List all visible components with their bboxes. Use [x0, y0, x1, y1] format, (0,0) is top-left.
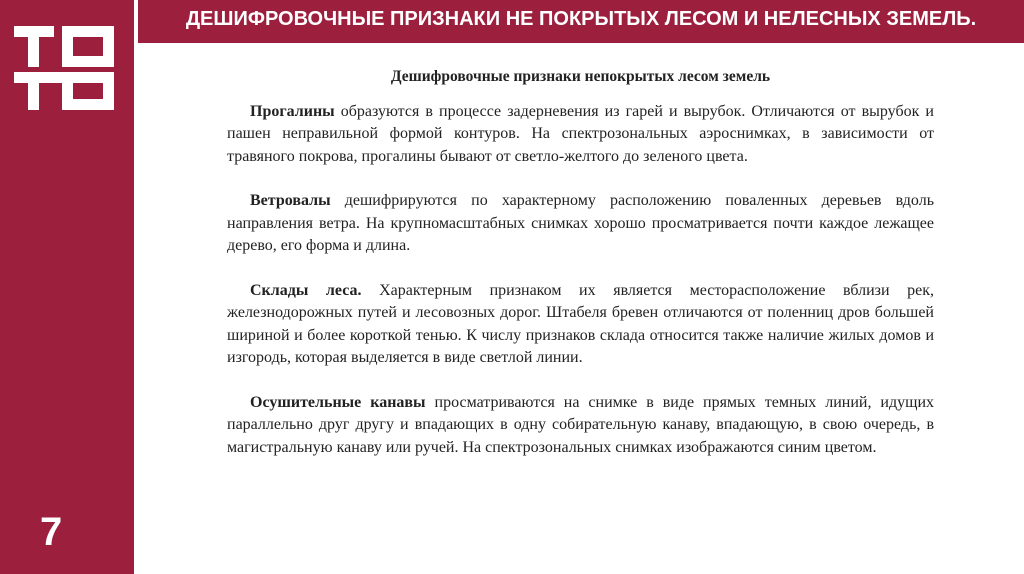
paragraph-text: Характерным признаком их является месторасположение вблизи рек, железнодорожных путей и лесовозных дорог. Штабеля бревен отличаются от поленниц дров большей шириной и более короткой тенью. К числу признаков склада относится также наличие жилых домов и изгородь, которая выделяется в виде светлой линии.: [227, 281, 935, 366]
content-area: [227, 66, 934, 481]
slide-number: 7: [40, 510, 63, 554]
sidebar: [0, 0, 134, 574]
paragraph-term: Осушительные канавы: [250, 393, 426, 411]
paragraph-text: образуются в процессе задерневения из гарей и вырубок. Отличаются от вырубок и пашен неправильной формой контуров. На спектрозональных аэроснимках, в зависимости от травяного покрова, прогалины бывают от светло-желтого до зеленого цвета.: [227, 102, 934, 165]
paragraph-osushitelnye-kanavy: [227, 392, 934, 460]
paragraph-progaliny: [227, 101, 934, 169]
tpu-logo-icon: [14, 26, 114, 110]
paragraph-term: Ветровалы: [250, 192, 331, 209]
paragraph-text: дешифрируются по характерному расположению поваленных деревьев вдоль направления ветра. На крупномасштабных снимках хорошо просматривается почти каждое лежащее дерево, его форма и длина.: [227, 192, 934, 254]
paragraph-text: просматриваются на снимке в виде прямых темных линий, идущих параллельно друг другу и впадающих в одну собирательную канаву, впадающую, в свою очередь, в магистральную канаву или ручей. На спектрозональных снимках изображаются синим цветом.: [227, 393, 935, 456]
title-bar: [134, 0, 1024, 43]
slide-title: ДЕШИФРОВОЧНЫЕ ПРИЗНАКИ НЕ ПОКРЫТЫХ ЛЕСОМ И НЕЛЕСНЫХ ЗЕМЕЛЬ.: [185, 8, 977, 30]
paragraph-term: Склады леса.: [250, 281, 362, 299]
paragraph-vetrovaly: [227, 190, 934, 258]
content-heading: Дешифровочные признаки непокрытых лесом земель: [390, 68, 771, 85]
paragraph-term: Прогалины: [250, 102, 335, 120]
paragraph-sklady-lesa: [227, 280, 934, 370]
